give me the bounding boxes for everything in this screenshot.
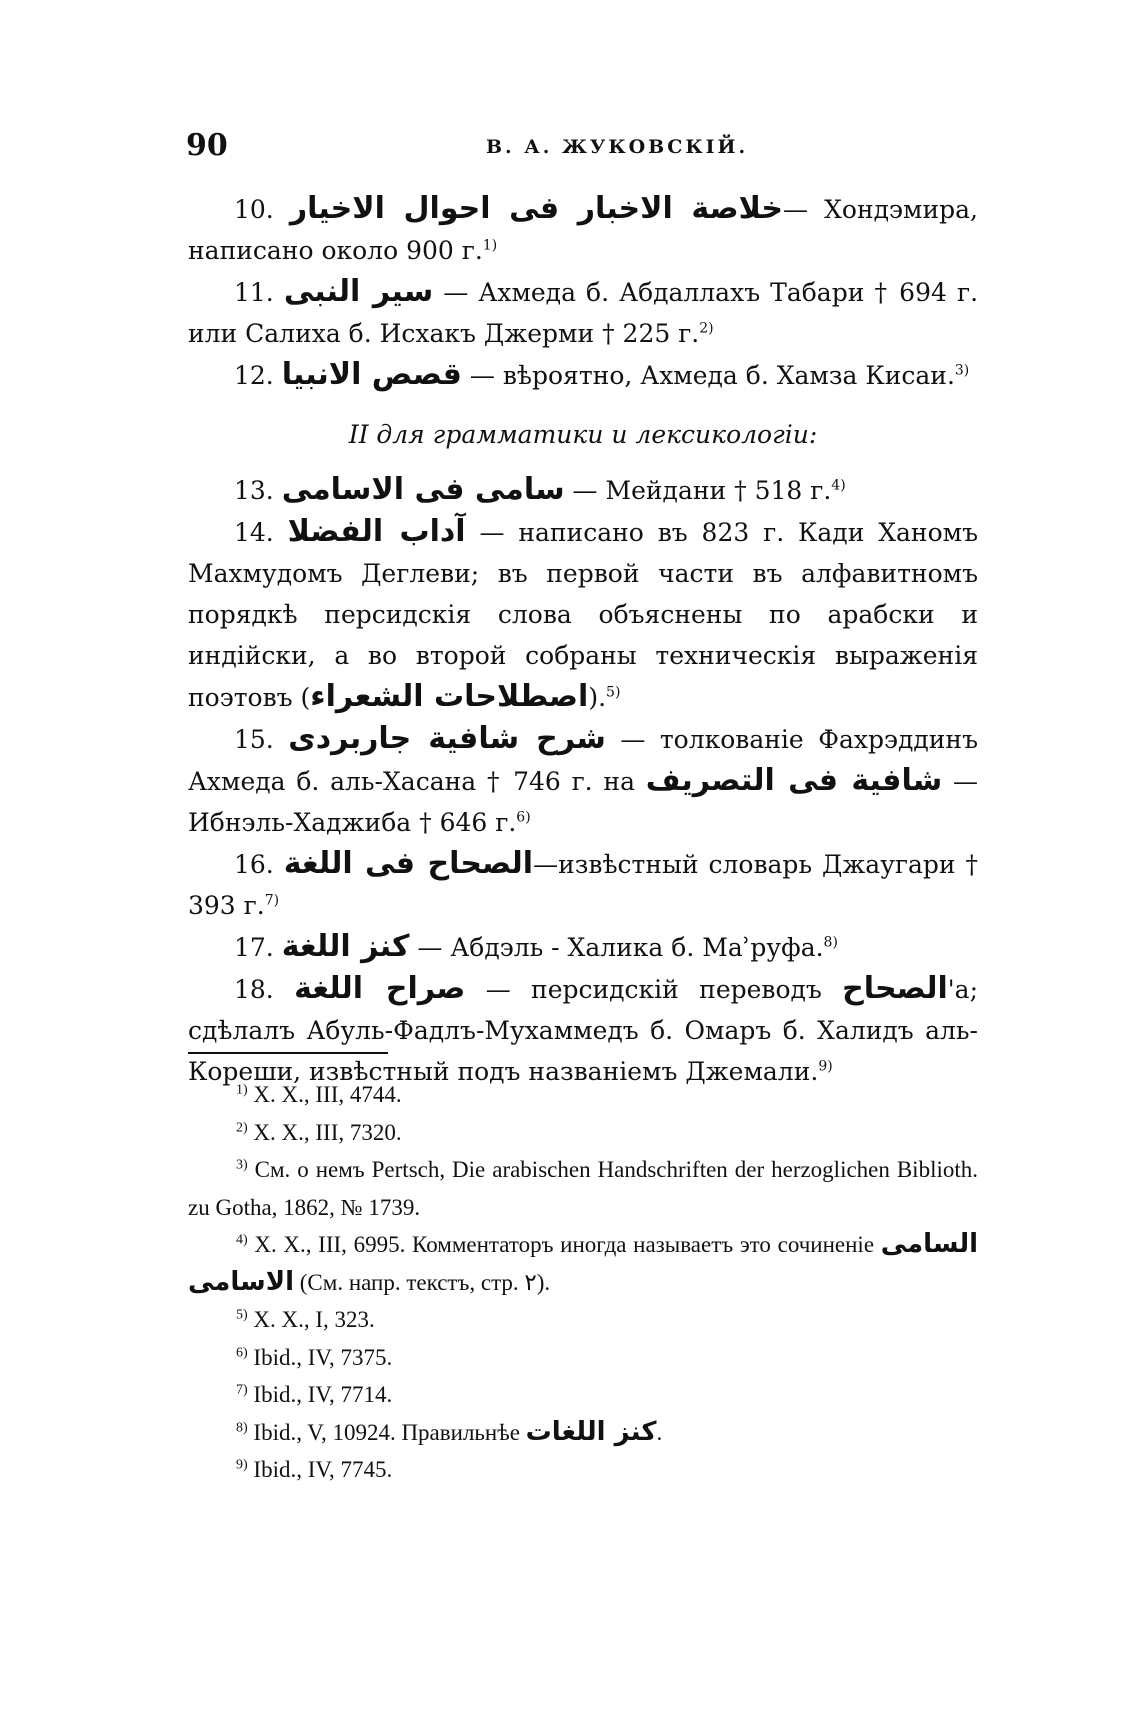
entry-number: 13. (234, 476, 274, 505)
entry-number: 14. (234, 518, 274, 547)
footnote-mark: 8) (236, 1419, 248, 1435)
arabic-term: شافية فى التصريف (645, 763, 943, 798)
entry-number: 15. (234, 725, 274, 754)
footnote-ref: 3) (954, 362, 970, 379)
footnote-text-end: . (656, 1419, 663, 1445)
footnote-mark: 7) (236, 1382, 248, 1398)
footnotes (188, 1076, 978, 1489)
footnote-mark: 1) (236, 1082, 248, 1098)
entry-text-end: 'а; сдѣлалъ Абуль-Фадлъ-Мухаммедъ б. Омаръ б. Халидъ аль-Кореши, извѣстный подъ названіемъ Джемали. (188, 975, 978, 1086)
footnote-mark: 6) (236, 1344, 248, 1360)
entry-number: 17. (234, 933, 274, 962)
arabic-title: كنز اللغة (281, 929, 410, 964)
footnote-ref: 6) (516, 809, 531, 826)
footnote-text: Х. Х., I, 323. (253, 1307, 375, 1332)
footnote-divider (188, 1052, 388, 1054)
footnote (188, 1339, 978, 1377)
footnote-text: Ibid., IV, 7375. (253, 1344, 393, 1370)
footnote-text: Х. Х., III, 4744. (253, 1082, 402, 1107)
arabic-title: الصحاح فى اللغة (283, 846, 534, 881)
footnote (188, 1376, 978, 1414)
footnote-mark: 5) (236, 1307, 248, 1323)
arabic-term: اصطلاحات الشعراء (310, 679, 589, 714)
footnote-ref: 1) (482, 237, 498, 254)
footnote-ref: 8) (823, 934, 838, 951)
running-head: В. А. ЖУКОВСКІЙ. (486, 136, 749, 158)
arabic-title: شرح شافية جاربردى (288, 721, 606, 756)
footnote-text: Ibid., IV, 7714. (253, 1382, 393, 1407)
entry-number: 12. (234, 361, 274, 390)
footnote-text-end: (См. напр. текстъ, стр. ٢). (294, 1269, 551, 1295)
footnote (188, 1301, 978, 1339)
footnote-text: Ibid., V, 10924. Правильнѣе (253, 1419, 526, 1445)
entry-text: — Абдэль - Халика б. Маʾруфа. (409, 933, 824, 962)
list-item (188, 843, 978, 926)
footnote-mark: 9) (236, 1457, 248, 1473)
entry-text: —извѣстный словарь Джаугари † 393 г. (188, 850, 979, 920)
arabic-title: سير النبى (283, 274, 434, 309)
arabic-title: خلاصة الاخبار فى احوال الاخيار (289, 191, 783, 226)
list-item (188, 188, 978, 271)
entry-text-end: — Ибнэль-Хаджиба † 646 г. (188, 767, 979, 837)
footnote (188, 1151, 978, 1226)
footnote-ref: 2) (699, 320, 714, 337)
page-header (186, 128, 986, 168)
entry-number: 18. (234, 975, 274, 1004)
page-number: 90 (186, 128, 228, 163)
entry-text: — Хондэмира, написано около 900 г. (188, 195, 978, 265)
footnote-mark: 4) (236, 1232, 248, 1248)
footnote (188, 1414, 978, 1452)
arabic-title: قصص الانبيا (281, 357, 462, 392)
footnote (188, 1114, 978, 1152)
list-item (188, 926, 978, 968)
entry-number: 10. (234, 195, 274, 224)
arabic-term: كنز اللغات (525, 1416, 657, 1447)
footnote-ref: 9) (818, 1058, 833, 1075)
entry-text: — написано въ 823 г. Кади Ханомъ Махмудомъ Деглеви; въ первой части въ алфавитномъ порядкѣ персидскія слова объяснены по арабски и индійски, а во второй собраны техническія выраженія поэтовъ ( (188, 518, 978, 712)
entry-text: — персидскій переводъ (465, 975, 843, 1004)
arabic-title: سامى فى الاسامى (281, 472, 565, 507)
footnote (188, 1451, 978, 1489)
footnote-ref: 5) (606, 684, 621, 701)
list-item (188, 718, 978, 843)
list-item (188, 354, 978, 396)
arabic-title: صراح اللغة (294, 971, 466, 1006)
list-item (188, 968, 978, 1092)
footnote-text: См. о немъ Pertsch, Die arabischen Handschriften der herzoglichen Biblioth. zu Gotha, 1862, № 1739. (188, 1157, 978, 1220)
footnote-ref: 4) (831, 477, 846, 494)
list-item (188, 511, 978, 718)
entry-text: — вѣроятно, Ахмеда б. Хамза Кисаи. (461, 361, 955, 390)
footnote (188, 1076, 978, 1114)
arabic-term: السامى الاسامى (188, 1229, 978, 1297)
list-item (188, 469, 978, 511)
entry-number: 16. (234, 850, 274, 879)
footnote-text: Х. Х., III, 7320. (253, 1119, 402, 1145)
section-heading: II для грамматики и лексикологіи: (348, 420, 818, 449)
footnote-mark: 2) (236, 1119, 248, 1135)
entry-text-end: ). (588, 683, 607, 712)
arabic-term: الصحاح (842, 971, 948, 1006)
entry-number: 11. (234, 278, 274, 307)
footnote-text: Ibid., IV, 7745. (253, 1457, 393, 1482)
entry-text: — толкованіе Фахрэддинъ Ахмеда б. аль-Хасана † 746 г. на (188, 725, 978, 796)
entry-text: — Мейдани † 518 г. (564, 476, 832, 505)
footnote-ref: 7) (264, 892, 280, 909)
main-text (188, 188, 978, 1092)
footnote (188, 1226, 978, 1301)
entry-text: — Ахмеда б. Абдаллахъ Табари † 694 г. или Салиха б. Исхакъ Джерми † 225 г. (188, 278, 979, 348)
list-item (188, 271, 978, 354)
footnote-text: Х. Х., III, 6995. Комментаторъ иногда называетъ это сочиненіе (254, 1232, 881, 1257)
arabic-title: آداب الفضلا (287, 514, 466, 549)
footnote-mark: 3) (236, 1157, 248, 1173)
